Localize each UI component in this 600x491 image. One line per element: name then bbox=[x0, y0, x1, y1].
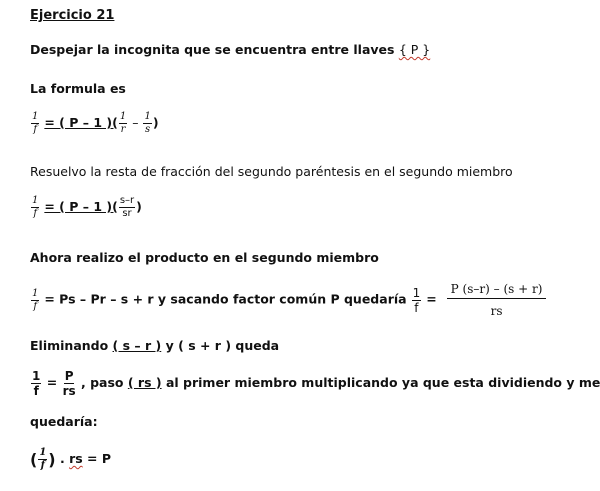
eq5-close: ) bbox=[48, 450, 56, 469]
eq3-eq: = bbox=[426, 291, 437, 307]
step4-end: queda bbox=[235, 338, 280, 353]
eq5-den: f bbox=[40, 460, 45, 471]
eq4-rhs-num: P bbox=[64, 369, 74, 383]
eq1-lhs-num: 1 bbox=[32, 111, 39, 122]
eq3-rhs: = Ps – Pr – s + r y sacando factor común P quedaría bbox=[44, 291, 407, 307]
eq1-close: ) bbox=[152, 115, 159, 130]
eq5-dot: . bbox=[59, 451, 65, 466]
eq2-frac bbox=[119, 196, 135, 219]
eq4-eq: = bbox=[46, 375, 58, 390]
instruction-text: Despejar la incognita que se encuentra entre llaves bbox=[30, 42, 395, 57]
instruction-brace: { P } bbox=[398, 42, 431, 57]
eq4-text-b: al primer miembro multiplicando ya que esta dividiendo y me bbox=[165, 375, 600, 390]
step4-paren-a: ( s – r ) bbox=[112, 338, 162, 353]
step3-text: Ahora realizo el producto en el segundo miembro bbox=[30, 250, 379, 265]
eq4-lhs-den: f bbox=[33, 384, 39, 398]
eq5-result: = P bbox=[87, 451, 112, 466]
eq1-f1-den: r bbox=[120, 124, 126, 135]
eq1-minus: – bbox=[132, 115, 139, 130]
eq1-f2-den: s bbox=[145, 124, 151, 135]
step4-paren-b: ( s + r ) bbox=[178, 338, 232, 353]
equation-4 bbox=[30, 370, 600, 397]
eq1-middle: = ( P – 1 )( bbox=[44, 115, 118, 130]
step2-text: Resuelvo la resta de fracción del segundo paréntesis en el segundo miembro bbox=[30, 164, 513, 179]
eq5-rs: rs bbox=[69, 451, 83, 466]
eq4-rhs-fraction bbox=[63, 370, 76, 397]
eq3-lhs-den: f bbox=[33, 300, 38, 312]
eq4-rhs-den: rs bbox=[62, 384, 76, 398]
eq4-text-a: , paso bbox=[80, 375, 124, 390]
eq3-big-num: P (s–r) – (s + r) bbox=[447, 283, 547, 299]
eq4-lhs-fraction bbox=[31, 370, 41, 397]
eq1-lhs-fraction bbox=[31, 112, 39, 135]
instruction-line bbox=[30, 42, 430, 57]
step4-line bbox=[30, 338, 279, 353]
equation-1 bbox=[30, 112, 159, 135]
eq5-fraction bbox=[38, 448, 47, 471]
eq1-frac1 bbox=[119, 112, 127, 135]
step4-text: Eliminando bbox=[30, 338, 109, 353]
eq2-f-den: sr bbox=[122, 208, 132, 219]
eq2-lhs-fraction bbox=[31, 196, 39, 219]
eq5-num: 1 bbox=[39, 447, 47, 458]
eq2-close: ) bbox=[136, 199, 142, 214]
equation-5 bbox=[30, 448, 111, 471]
eq3-f2-den: f bbox=[414, 300, 419, 315]
eq5-open: ( bbox=[30, 450, 38, 469]
step5-text: quedaría: bbox=[30, 414, 98, 429]
formula-label: La formula es bbox=[30, 81, 126, 96]
eq1-lhs-den: f bbox=[33, 124, 38, 135]
eq1-f1-num: 1 bbox=[119, 111, 127, 122]
eq2-f-num: s–r bbox=[119, 195, 135, 206]
exercise-title: Ejercicio 21 bbox=[30, 8, 115, 23]
eq2-lhs-num: 1 bbox=[32, 195, 39, 206]
step4-y: y bbox=[165, 338, 174, 353]
eq3-big-den: rs bbox=[490, 304, 503, 318]
eq2-lhs-den: f bbox=[33, 208, 38, 219]
eq2-middle: = ( P – 1 )( bbox=[44, 199, 118, 214]
eq3-big-fraction bbox=[447, 283, 547, 317]
equation-3 bbox=[30, 283, 547, 317]
eq3-lhs-fraction bbox=[31, 289, 39, 312]
eq1-frac2 bbox=[143, 112, 151, 135]
eq4-paren-rs: ( rs ) bbox=[127, 375, 162, 390]
eq3-frac-1f bbox=[412, 287, 422, 314]
equation-2 bbox=[30, 196, 142, 219]
eq1-f2-num: 1 bbox=[144, 111, 151, 122]
eq3-f2-num: 1 bbox=[412, 285, 421, 300]
eq3-lhs-num: 1 bbox=[32, 287, 39, 299]
eq4-lhs-num: 1 bbox=[32, 369, 41, 383]
